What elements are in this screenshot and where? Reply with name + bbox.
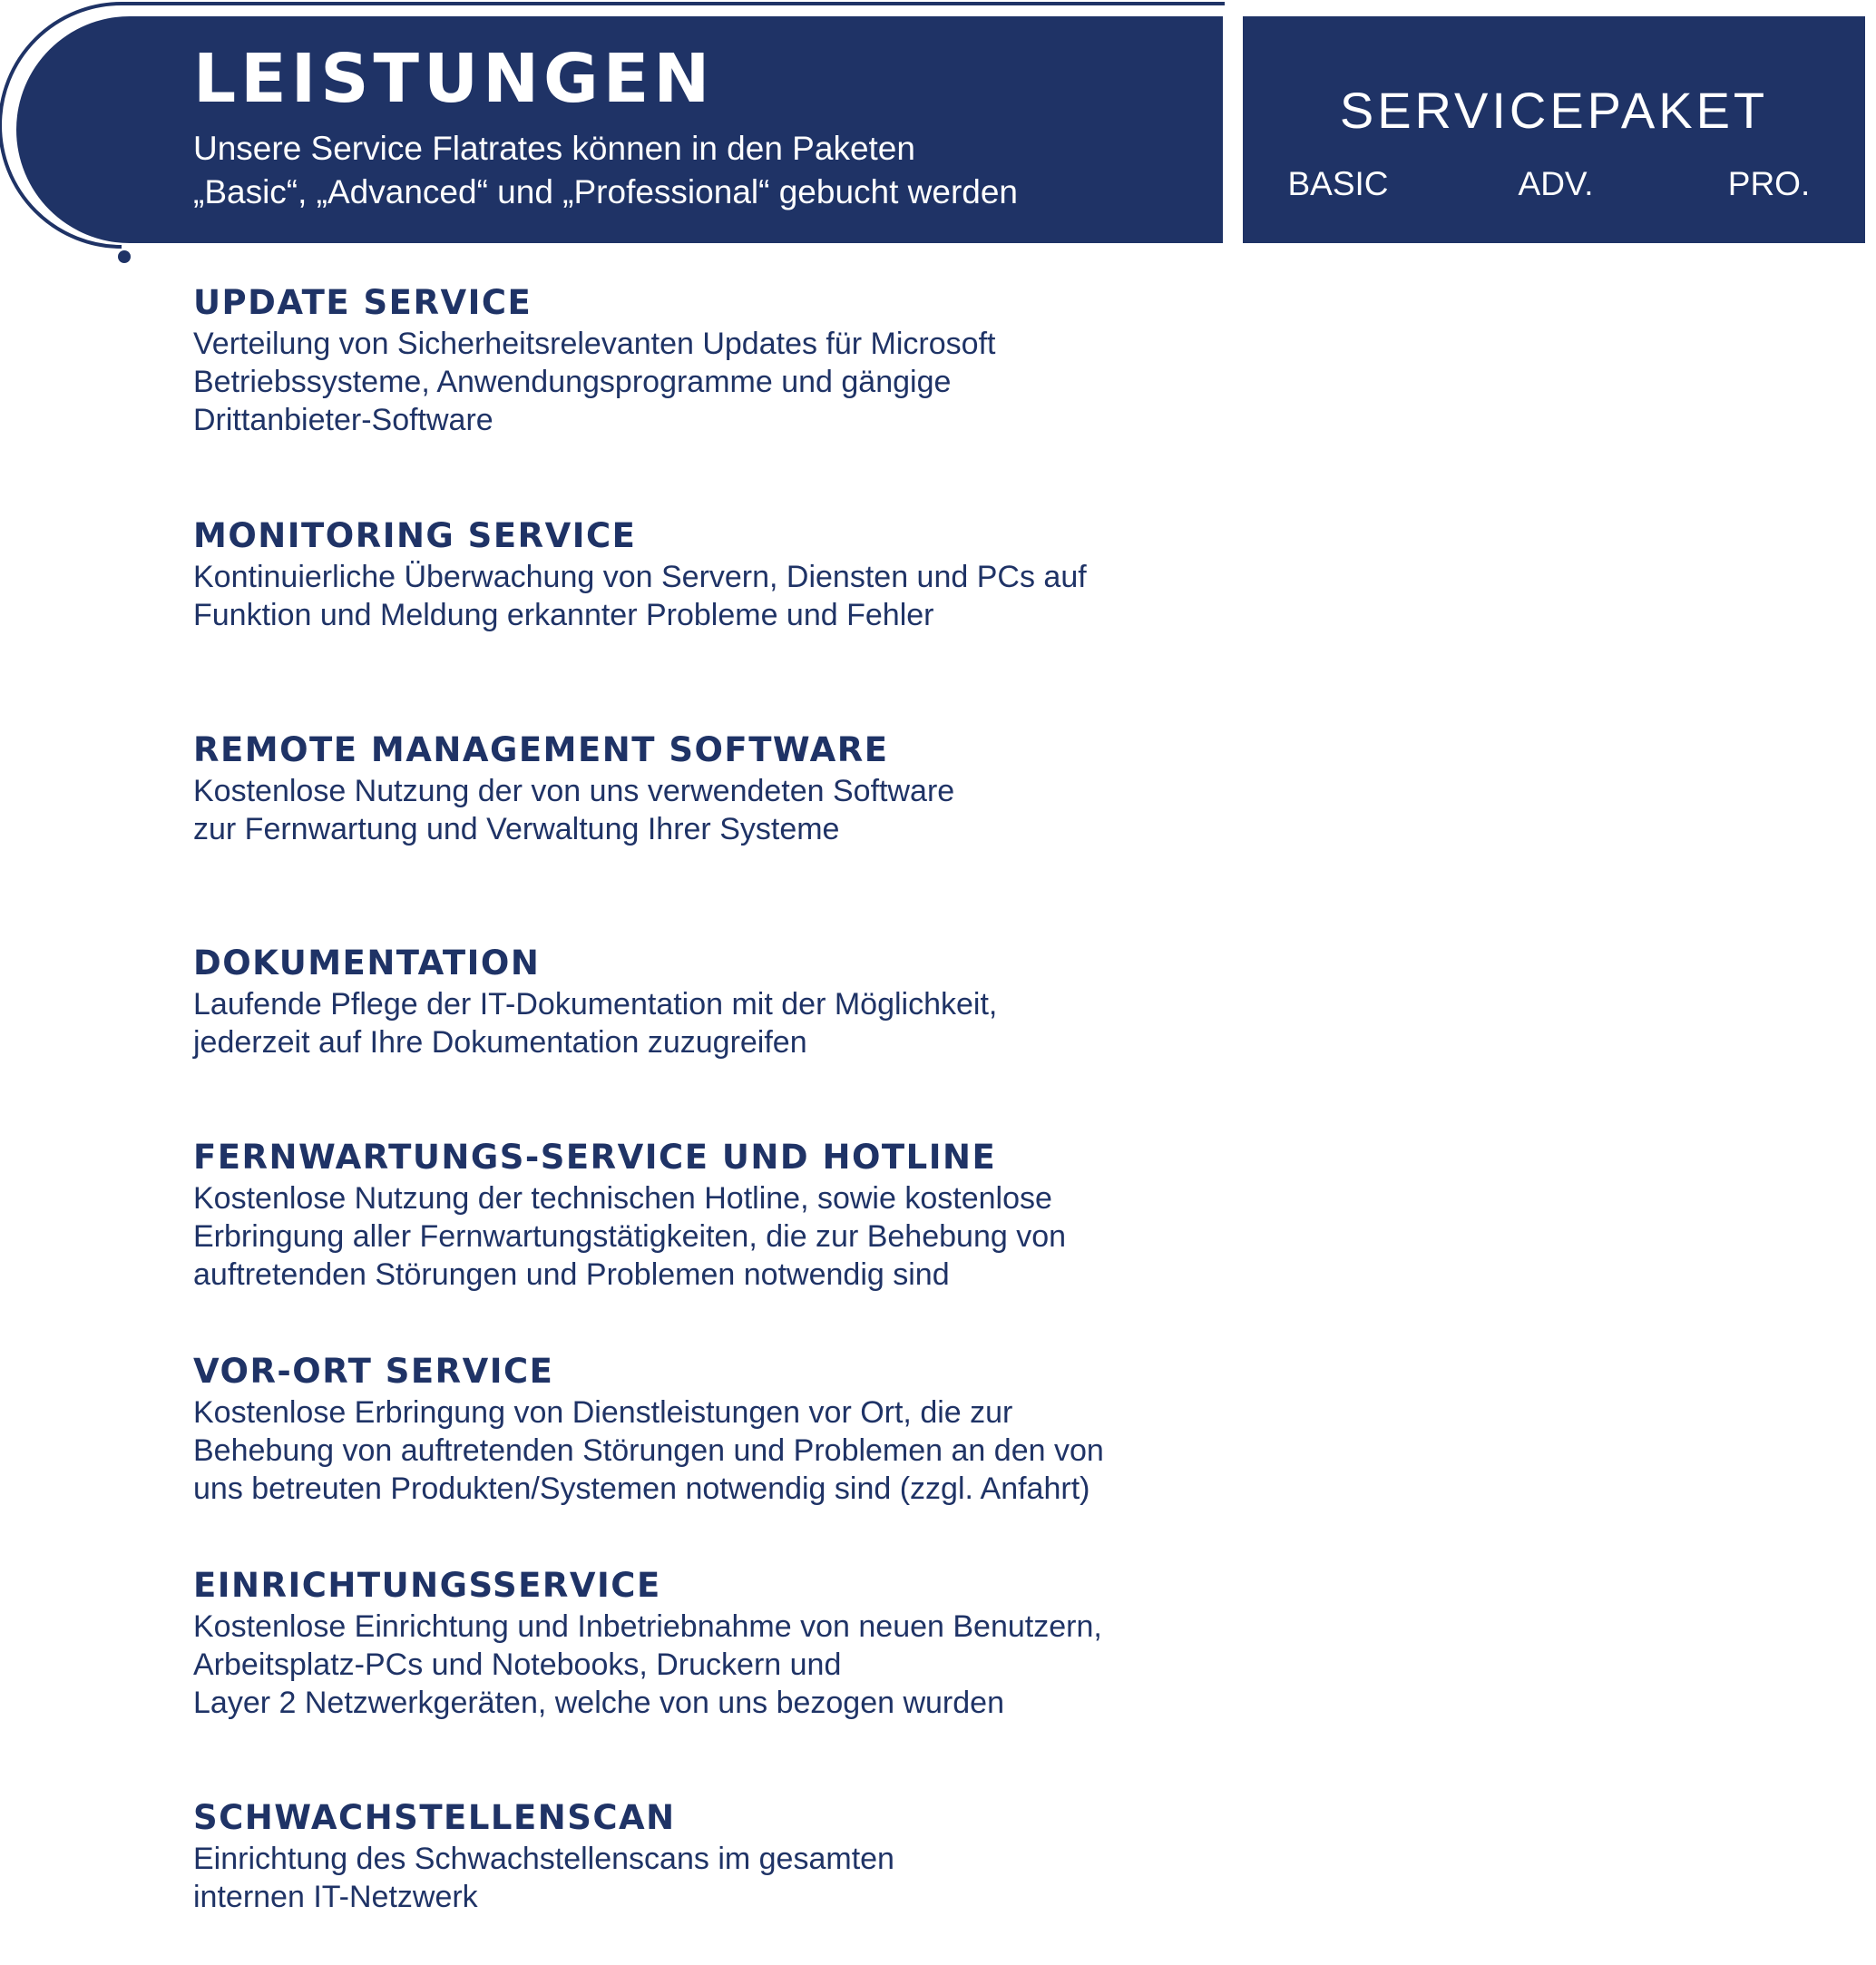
service-description	[193, 985, 1236, 1061]
description-line: Arbeitsplatz-PCs und Notebooks, Druckern und	[193, 1647, 842, 1682]
description-line: Funktion und Meldung erkannter Probleme und Fehler	[193, 598, 934, 632]
description-line: Einrichtung des Schwachstellenscans im gesamten	[193, 1842, 894, 1876]
service-monitoring	[193, 516, 1236, 634]
description-line: auftretenden Störungen und Problemen notwendig sind	[193, 1257, 950, 1292]
service-description	[193, 772, 1236, 848]
service-description	[193, 325, 1236, 439]
service-title: SCHWACHSTELLENSCAN	[193, 1798, 676, 1837]
service-title: VOR-ORT SERVICE	[193, 1352, 554, 1391]
description-line: Verteilung von Sicherheitsrelevanten Updates für Microsoft	[193, 327, 996, 361]
description-line: Behebung von auftretenden Störungen und Problemen an den von	[193, 1433, 1104, 1468]
description-line: jederzeit auf Ihre Dokumentation zuzugreifen	[193, 1025, 807, 1060]
page-subtitle	[193, 127, 1018, 214]
service-title: FERNWARTUNGS-SERVICE UND HOTLINE	[193, 1138, 997, 1177]
service-title: DOKUMENTATION	[193, 943, 541, 982]
description-line: Kostenlose Erbringung von Dienstleistungen vor Ort, die zur	[193, 1395, 1013, 1430]
description-line: Kostenlose Einrichtung und Inbetriebnahme von neuen Benutzern,	[193, 1609, 1102, 1644]
description-line: Laufende Pflege der IT-Dokumentation mit der Möglichkeit,	[193, 987, 998, 1022]
description-line: Kontinuierliche Überwachung von Servern, Diensten und PCs auf	[193, 560, 1087, 594]
description-line: zur Fernwartung und Verwaltung Ihrer Systeme	[193, 812, 840, 846]
service-remote-management	[193, 730, 1236, 848]
service-on-site	[193, 1352, 1236, 1508]
description-line: Kostenlose Nutzung der technischen Hotline, sowie kostenlose	[193, 1181, 1052, 1216]
service-title: UPDATE SERVICE	[193, 283, 533, 322]
service-title: EINRICHTUNGSSERVICE	[193, 1566, 661, 1605]
description-line: Erbringung aller Fernwartungstätigkeiten, die zur Behebung von	[193, 1219, 1067, 1254]
description-line: uns betreuten Produkten/Systemen notwendig sind (zzgl. Anfahrt)	[193, 1471, 1090, 1506]
package-column-advanced: ADV.	[1518, 165, 1594, 202]
service-description	[193, 558, 1236, 634]
service-package-header	[1243, 16, 1865, 243]
service-update	[193, 283, 1236, 439]
service-description	[193, 1840, 1236, 1916]
description-line: Kostenlose Nutzung der von uns verwendeten Software	[193, 774, 955, 808]
package-column-basic: BASIC	[1287, 165, 1389, 202]
description-line: Drittanbieter-Software	[193, 403, 493, 437]
service-vulnerability-scan	[193, 1798, 1236, 1916]
service-title: MONITORING SERVICE	[193, 516, 637, 555]
service-title: REMOTE MANAGEMENT SOFTWARE	[193, 730, 889, 769]
service-description	[193, 1393, 1236, 1508]
subtitle-line: Unsere Service Flatrates können in den Paketen	[193, 130, 915, 167]
description-line: internen IT-Netzwerk	[193, 1880, 478, 1914]
service-description	[193, 1608, 1236, 1722]
package-column-professional: PRO.	[1727, 165, 1811, 202]
description-line: Layer 2 Netzwerkgeräten, welche von uns bezogen wurden	[193, 1686, 1004, 1720]
subtitle-line: „Basic“, „Advanced“ und „Professional“ gebucht werden	[193, 173, 1019, 210]
service-description	[193, 1179, 1236, 1294]
service-remote-hotline	[193, 1138, 1236, 1294]
page-title: LEISTUNGEN	[193, 40, 715, 118]
service-package-title: SERVICEPAKET	[1339, 82, 1769, 139]
description-line: Betriebssysteme, Anwendungsprogramme und gängige	[193, 365, 952, 399]
service-documentation	[193, 943, 1236, 1061]
service-setup	[193, 1566, 1236, 1722]
